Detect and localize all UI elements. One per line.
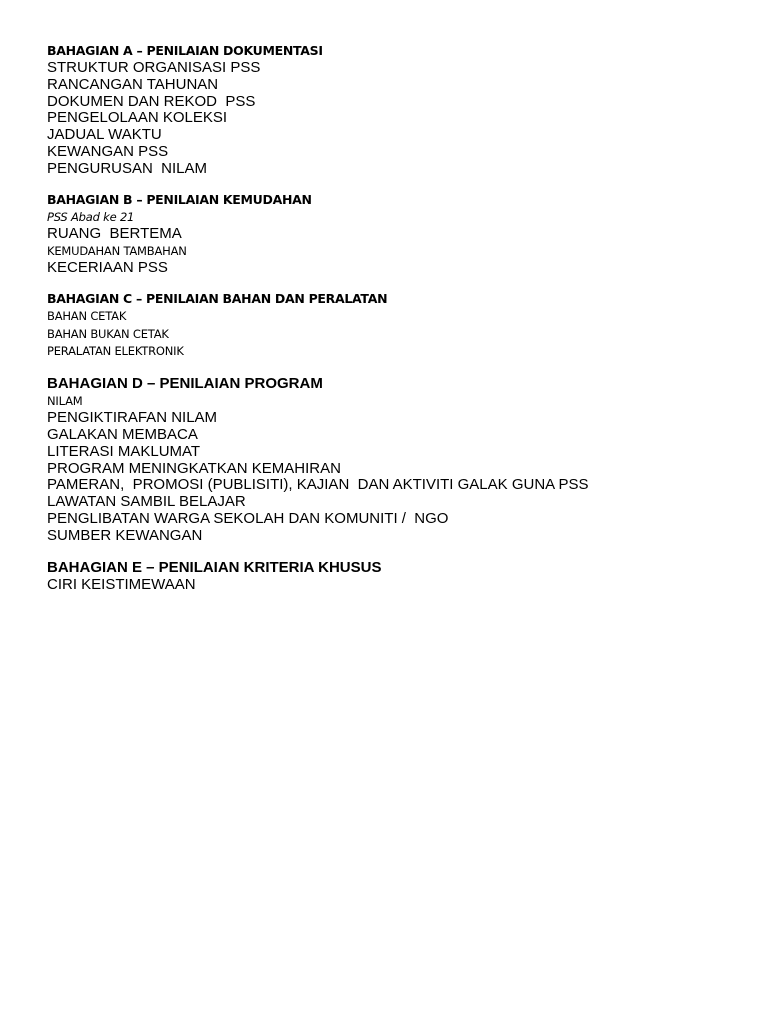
- section-d-item: LITERASI MAKLUMAT: [47, 442, 201, 460]
- section-a-item: STRUKTUR ORGANISASI PSS: [47, 59, 261, 76]
- section-d-item: PAMERAN, PROMOSI (PUBLISITI), KAJIAN DAN AKTIVITI GALAK GUNA PSS: [47, 476, 589, 494]
- section-b-heading: BAHAGIAN B – PENILAIAN KEMUDAHAN: [47, 191, 312, 207]
- section-b-item: PSS Abad ke 21: [47, 209, 135, 224]
- section-d-heading: BAHAGIAN D – PENILAIAN PROGRAM: [47, 374, 323, 392]
- section-b-item: KEMUDAHAN TAMBAHAN: [47, 243, 187, 258]
- section-c-item: BAHAN CETAK: [47, 309, 127, 324]
- section-a: [47, 42, 747, 178]
- section-a-item: PENGURUSAN NILAM: [47, 159, 208, 177]
- section-a-item: RANCANGAN TAHUNAN: [47, 75, 219, 93]
- section-d-item: PENGLIBATAN WARGA SEKOLAH DAN KOMUNITI / NGO: [47, 509, 449, 527]
- section-d-item: PENGIKTIRAFAN NILAM: [47, 409, 218, 427]
- section-e-item: CIRI KEISTIMEWAAN: [47, 575, 196, 593]
- section-a-item: PENGELOLAAN KOLEKSI: [47, 109, 228, 127]
- section-a-item: DOKUMEN DAN REKOD PSS: [47, 92, 256, 110]
- section-c-item: PERALATAN ELEKTRONIK: [47, 344, 184, 359]
- document-page: [47, 42, 747, 606]
- section-d-item: NILAM: [47, 393, 83, 408]
- section-b-item: RUANG BERTEMA: [47, 225, 182, 243]
- section-d-item: GALAKAN MEMBACA: [47, 425, 198, 443]
- section-d-item: LAWATAN SAMBIL BELAJAR: [47, 493, 246, 511]
- section-c-item: BAHAN BUKAN CETAK: [47, 326, 169, 341]
- section-a-item: JADUAL WAKTU: [47, 126, 162, 144]
- section-a-heading: BAHAGIAN A – PENILAIAN DOKUMENTASI: [47, 43, 323, 58]
- section-d-item: PROGRAM MENINGKATKAN KEMAHIRAN: [47, 459, 341, 477]
- section-b-item: KECERIAAN PSS: [47, 259, 168, 277]
- section-e: [47, 558, 747, 594]
- section-b: [47, 191, 747, 278]
- section-a-item: KEWANGAN PSS: [47, 142, 169, 160]
- section-c: [47, 290, 747, 361]
- section-d: [47, 374, 747, 545]
- section-c-heading: BAHAGIAN C – PENILAIAN BAHAN DAN PERALATAN: [47, 291, 388, 307]
- section-d-item: SUMBER KEWANGAN: [47, 526, 203, 544]
- section-e-heading: BAHAGIAN E – PENILAIAN KRITERIA KHUSUS: [47, 558, 382, 576]
